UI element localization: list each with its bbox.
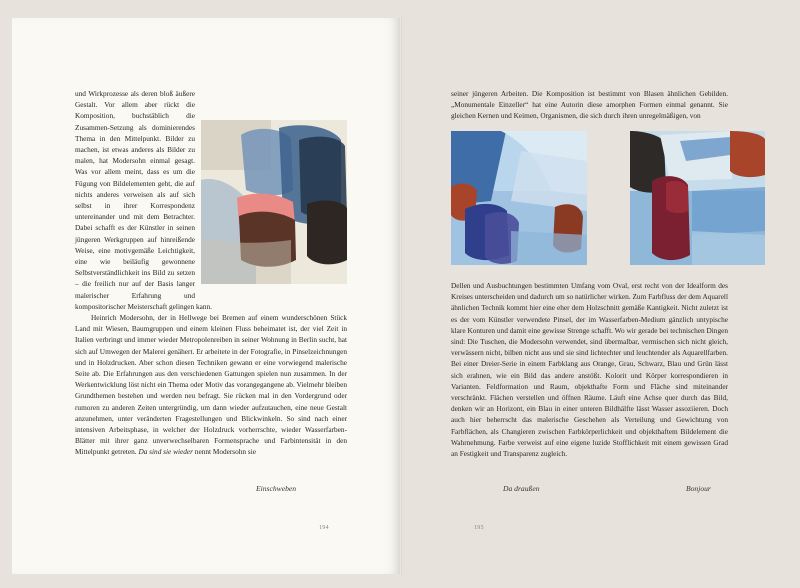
image-wrap-spacer [195,118,347,290]
left-text-bottom [75,312,347,458]
page-number-right: 195 [474,525,484,531]
left-paragraph-2-end: nennt Modersohn sie [194,447,257,457]
right-text-top [451,88,728,122]
caption-bonjour: Bonjour [686,484,711,493]
right-paragraph-2: Dellen und Ausbuchtungen bestimmten Umfang vom Oval, erst recht von der Idealform des Kreises unterscheiden und dadurch um so natürlicher wirken. Zum Farbfluss der dem Aquarell ähnlichen Technik kommt hier eine eher dem Holzschnitt gemäße Kantigkeit. Nicht zuletzt ist es der vom Künstler verwendete Pinsel, der im Wasserfarben-Medium gänzlich untypische klare Konturen und damit eine gewisse Strenge schafft. Wo wir gerade bei technischen Dingen sind: Die Tuschen, die Modersohn verwendet, sind übermalbar, vermischen sich nicht gleich, verwässern nicht, bilben nicht aus und sie sind lichtechter und leuchtender als Aquarellfarben. Bei einer Dreier-Serie in einem Farbklang aus Orange, Grau, Schwarz, Blau und Grün lässt sich erahnen, wie ein Bild das andere anstößt. Kolorit und Körper korrespondieren in Varianten. Feldformation und Raum, objekthafte Form und Fläche sind miteinander verschränkt. Flächen verstellen und öffnen Räume. Läuft eine Achse quer durch das Bild, denken wir an Horizont, ein Blau in einer unteren Bildhälfte lässt Wasser assoziieren. Doch auch hier beherrscht das malerische Geschehen als Verteilung und Gewichtung von Farbflächen, als Changieren zwischen Farbkörperlichkeit und objekthaftem Bildelement die Wahrnehmung. Farbe verweist auf eine eigene luzide Stofflichkeit mit einem gewissen Grad an Festigkeit und Transparenz zugleich. [451,281,728,459]
right-paragraph-1: seiner jüngeren Arbeiten. Die Komposition ist bestimmt von Blasen ähnlichen Gebilden. „Monumentale Einzeller“ hat eine Autorin diese amorphen Formen einmal genannt. Sie gleichen Kernen und Keimen, Organismen, die sich durch ihren unregelmäßigen, von [451,89,728,121]
caption-da-draussen: Da draußen [503,484,540,493]
italic-quote: Da sind sie wieder [138,447,193,457]
left-paragraph-1: und Wirkprozesse als deren bloß äußere Gestalt. Vor allem aber rückt die Komposition, buchstäblich die Zusammen-Setzung als dominierendes Thema in den Mittelpunkt. Bilder zu machen, ist etwas anderes als Bilder zu malen, hat Modersohn einmal gesagt. Was vor allem meint, dass es um die Fügung von Bildelementen geht, die auf nichts anderes verweisen als auf sich selbst in ihrer Korrespondenz untereinander und mit dem Betrachter. Dabei schafft es der Künstler in seinen jüngeren Werkgruppen auf hinreißende Weise, eine motivgemäße Leichtigkeit, eine wie beiläufig gewonnene Selbstverständlichkeit ins Bild zu setzen – die freilich nur auf der Basis langer malerischer Erfahrung und kompositorischer Meisterschaft gelingen kann. [75,88,347,312]
left-column-text [75,88,347,312]
painting-da-draussen [451,131,587,265]
left-paragraph-2: Heinrich Modersohn, der in Hellwege bei Bremen auf einem wunderschönen Stück Land mit Wiesen, Baumgruppen und einem kleinen Fluss beheimatet ist, der viel Zeit in Italien verbringt und immer wieder Metropolenreiben in seiner Wohnung in Berlin sucht, hat sich auf Umwegen der Malerei genähert. Er arbeitete in der Fotografie, in Pinselzeichnungen und in Holzdrucken. Aber schon diesen Techniken gewann er eine vorwiegend malerische Seite ab. Die Erfahrungen aus den verschiedenen Gattungen spielen nun zusammen. In der Werkentwicklung löst nicht ein Thema oder Motiv das vorangegangene ab. Vielmehr bleiben Grundthemen bestehen und werden neu befragt. Sie rücken mal in den Vordergrund oder rumoren zu anderen Zeiten untergründig, um dann wieder aufzutauchen, eine neue Gestalt anzunehmen, unter veränderten Fragestellungen und Blickwinkeln. So sind nach einer intensiven Arbeitsphase, in welcher der Holzdruck vorherrschte, wieder Wasserfarben-Blätter mit ihrer ganz unverwechselbaren Formensprache und Farbintensität in den Mittelpunkt getreten. [75,313,347,457]
painting-bonjour [630,131,765,265]
right-text-bottom [451,280,728,459]
page-number-left: 194 [319,525,329,531]
caption-einschweben: Einschweben [256,484,297,493]
